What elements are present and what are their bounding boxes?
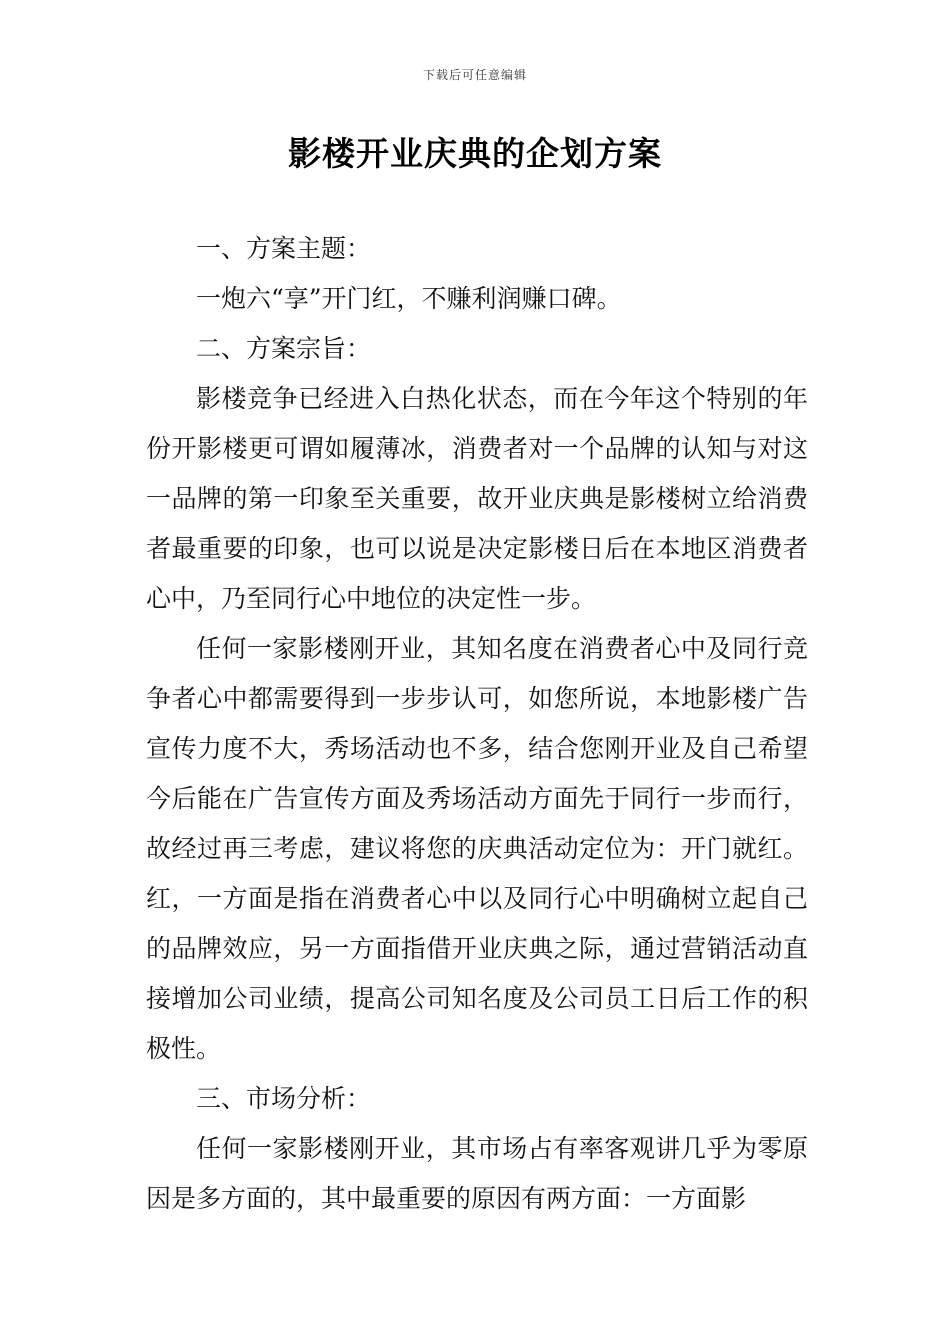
paragraph-purpose-1: 影楼竞争已经进入白热化状态，而在今年这个特别的年份开影楼更可谓如履薄冰，消费者对一个品牌的认知与对这一品牌的第一印象至关重要，故开业庆典是影楼树立给消费者最重要的印象，也可以说是决定影楼日后在本地区消费者心中，乃至同行心中地位的决定性一步。 (146, 384, 808, 613)
header-note: 下载后可任意编辑 (422, 68, 527, 82)
section-heading-market: 三、市场分析： (196, 1084, 372, 1113)
document-body (146, 224, 808, 1224)
document-title: 影楼开业庆典的企划方案 (288, 134, 662, 173)
section-heading-purpose: 二、方案宗旨： (196, 334, 372, 363)
paragraph-theme: 一炮六“享”开门红，不赚利润赚口碑。 (196, 284, 622, 313)
section-heading-theme: 一、方案主题： (196, 234, 372, 263)
paragraph-market: 任何一家影楼刚开业，其市场占有率客观讲几乎为零原因是多方面的，其中最重要的原因有两方面：一方面影 (146, 1134, 808, 1213)
paragraph-purpose-2: 任何一家影楼刚开业，其知名度在消费者心中及同行竞争者心中都需要得到一步步认可，如您所说，本地影楼广告宣传力度不大，秀场活动也不多，结合您刚开业及自己希望今后能在广告宣传方面及秀场活动方面先于同行一步而行，故经过再三考虑，建议将您的庆典活动定位为：开门就红。红，一方面是指在消费者心中以及同行心中明确树立起自己的品牌效应，另一方面指借开业庆典之际，通过营销活动直接增加公司业绩，提高公司知名度及公司员工日后工作的积极性。 (146, 634, 808, 1063)
